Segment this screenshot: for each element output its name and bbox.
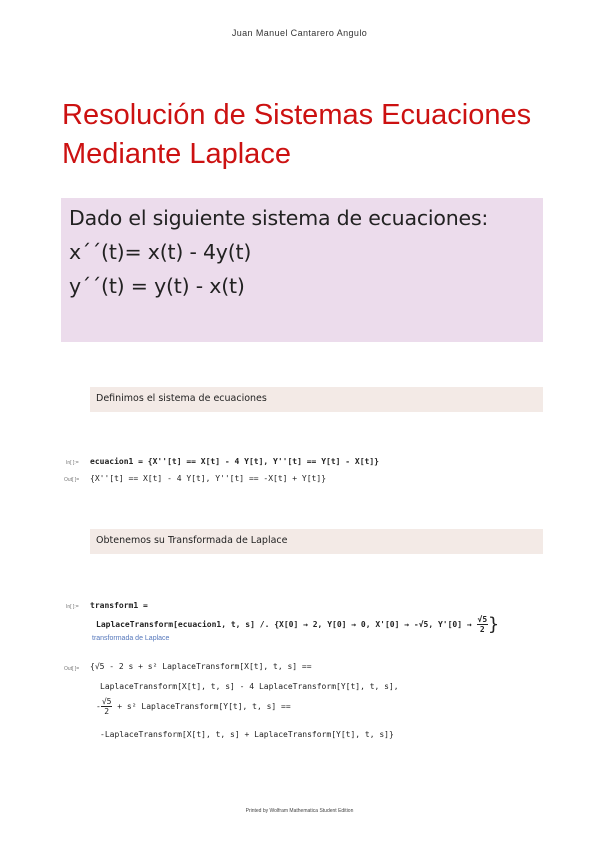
- output-line-3: - $\frac{√5}{2}$ + s² LaplaceTransform[Y[t], t, s] ==: [96, 697, 291, 716]
- title-line-1: Resolución de Sistemas Ecuaciones: [62, 99, 532, 131]
- output-label: Out[ ]=: [64, 666, 80, 672]
- section-define-system: [90, 387, 543, 412]
- problem-statement-box: [61, 198, 543, 342]
- fraction-numerator: √5: [101, 697, 112, 706]
- section-label: Definimos el sistema de ecuaciones: [96, 393, 267, 404]
- equation-2: y´´(t) = y(t) - x(t): [69, 274, 245, 298]
- equation-1: x´´(t)= x(t) - 4y(t): [69, 240, 252, 264]
- laplace-doc-link[interactable]: transformada de Laplace: [92, 635, 170, 642]
- output-label: Out[ ]=: [64, 477, 80, 483]
- input-label: In[ ]:=: [66, 604, 79, 610]
- output-cell-ecuacion1: {X''[t] == X[t] - 4 Y[t], Y''[t] == -X[t] + Y[t]}: [90, 474, 327, 483]
- sqrt5-over-2-fraction: [101, 697, 113, 716]
- input-cell-ecuacion1[interactable]: ecuacion1 = {X''[t] == X[t] - 4 Y[t], Y''[t] == Y[t] - X[t]}: [90, 457, 379, 466]
- problem-intro: Dado el siguiente sistema de ecuaciones:: [69, 206, 489, 230]
- output-line-1: {√5 - 2 s + s² LaplaceTransform[X[t], t, s] ==: [90, 662, 312, 671]
- footer-printed-by: Printed by Wolfram Mathematica Student Edition: [245, 808, 354, 814]
- input-cell-transform-body[interactable]: LaplaceTransform[ecuacion1, t, s] /. {X[0] → 2, Y[0] → 0, X'[0] → -√5, Y'[0] → $\frac{√5}{2}$ }: [96, 614, 499, 635]
- input-label: In[ ]:=: [66, 460, 79, 466]
- transform-expression: LaplaceTransform[ecuacion1, t, s] /. {X[0] → 2, Y[0] → 0, X'[0] → -√5, Y'[0] →: [96, 620, 477, 629]
- fraction-numerator: √5: [477, 615, 488, 624]
- output-line-3-text: + s² LaplaceTransform[Y[t], t, s] ==: [117, 702, 291, 711]
- title-line-2: Mediante Laplace: [62, 138, 291, 170]
- section-laplace-transform: [90, 529, 543, 554]
- fraction-denominator: 2: [104, 707, 110, 716]
- input-cell-transform-head[interactable]: transform1 =: [90, 601, 148, 610]
- author-header: Juan Manuel Cantarero Angulo: [231, 28, 368, 38]
- fraction-denominator: 2: [479, 625, 485, 634]
- output-line-4: -LaplaceTransform[X[t], t, s] + LaplaceTransform[Y[t], t, s]}: [100, 730, 394, 739]
- page-title: [62, 96, 582, 174]
- output-line-2: LaplaceTransform[X[t], t, s] - 4 LaplaceTransform[Y[t], t, s],: [100, 682, 399, 691]
- section-label: Obtenemos su Transformada de Laplace: [96, 535, 288, 546]
- sqrt5-over-2-fraction: [477, 615, 489, 634]
